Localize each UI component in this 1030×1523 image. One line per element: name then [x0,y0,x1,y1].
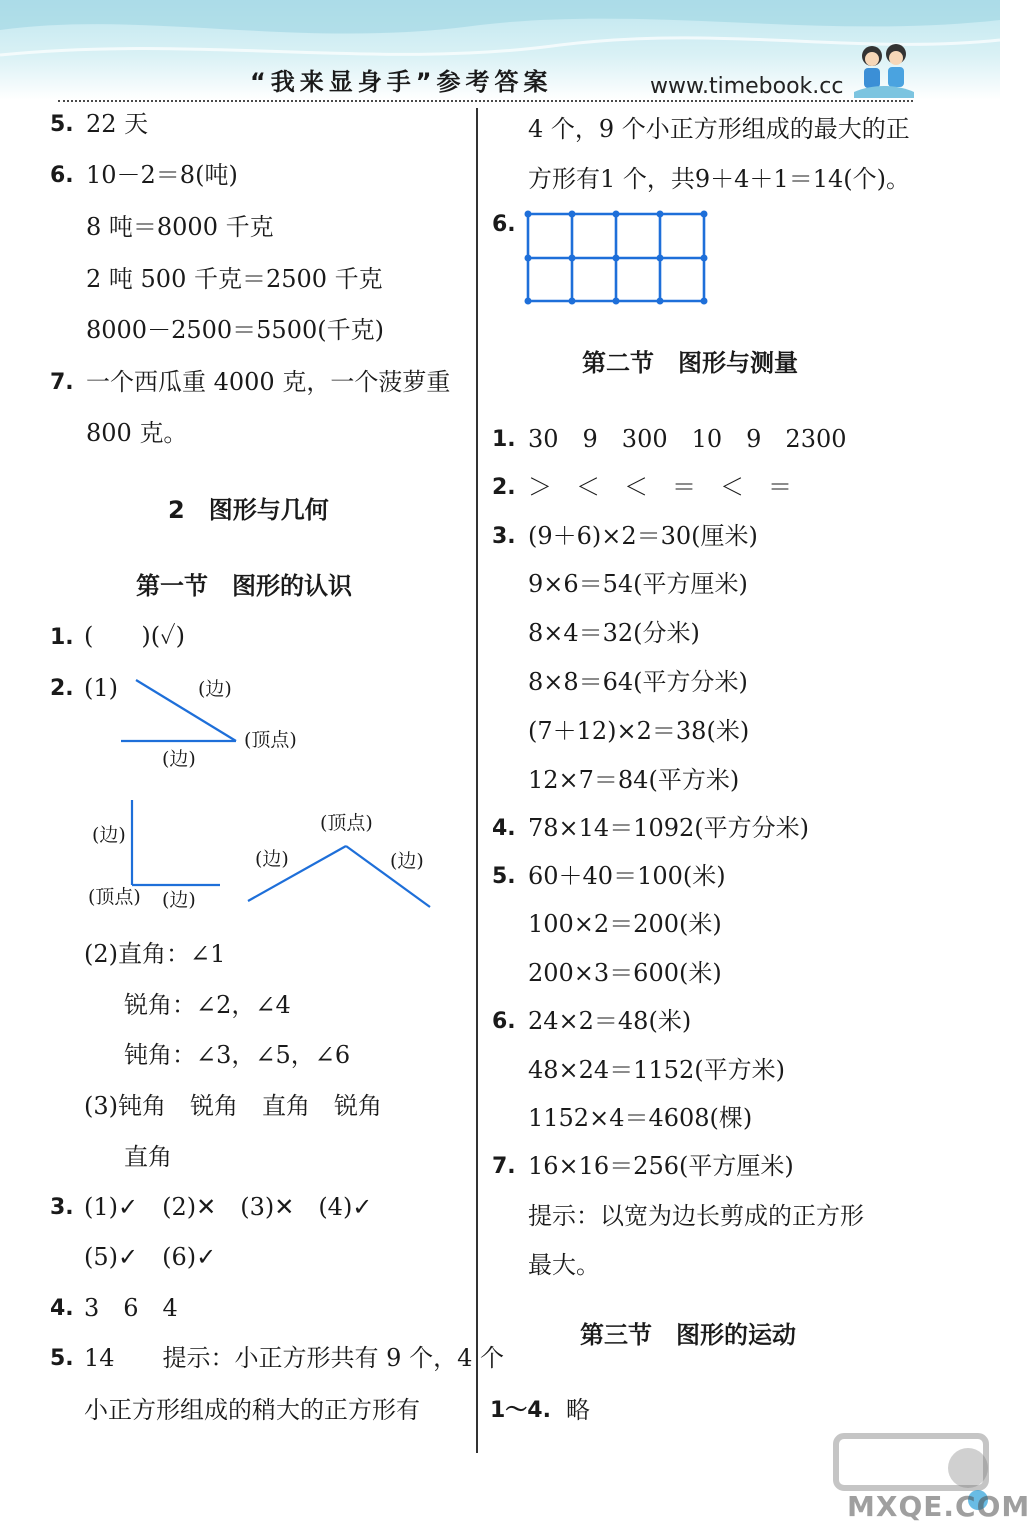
s2-q6-line-2: 48×24＝1152(平方米) [528,1056,785,1084]
s2-q5-line-1: 60＋40＝100(米) [528,862,726,890]
s2-q3-line-6: 12×7＝84(平方米) [528,766,740,794]
s1-q6-number: 6. [492,212,516,237]
q6-line-3: 2 吨 500 千克＝2500 千克 [86,265,383,293]
s1-q4-answer: 3 6 4 [84,1294,178,1322]
s2-q3-line-4: 8×8＝64(平方分米) [528,668,748,696]
s1-q3-number: 3. [50,1195,74,1220]
s2-q7-number: 7. [492,1154,516,1179]
q6-line-1: 10－2＝8(吨) [86,161,238,189]
s1-q1-answer: ( )(✓) [84,622,185,650]
s1-q2-part3-line-1: (3)钝角 锐角 直角 锐角 [84,1092,382,1120]
obtuse-angle-vertex-label: (顶点) [320,812,373,834]
s2-q3-number: 3. [492,524,516,549]
s1-q2-number: 2. [50,676,74,701]
s1-q2-part1: (1) [84,674,118,702]
angle-1-edge-label-lower: (边) [162,748,196,770]
s2-q6-line-1: 24×2＝48(米) [528,1007,692,1035]
s2-q5-line-3: 200×3＝600(米) [528,959,722,987]
q6-line-4: 8000－2500＝5500(千克) [86,316,384,344]
section-3-heading: 第三节 图形的运动 [580,1321,796,1349]
s1-q5-number: 5. [50,1346,74,1371]
s1-q5-line-1: 14 提示：小正方形共有 9 个，4 个 [84,1344,504,1372]
obtuse-angle-edge-label-left: (边) [255,848,289,870]
s1-q5-line-2: 小正方形组成的稍大的正方形有 [84,1396,420,1424]
s1-q2-part3-line-2: 直角 [124,1143,172,1171]
section-1-heading: 第一节 图形的认识 [136,572,352,600]
q7-line-1: 一个西瓜重 4000 克，一个菠萝重 [86,368,451,396]
header-url: www.timebook.cc [650,74,844,99]
q6-number: 6. [50,163,74,188]
s1-q1-number: 1. [50,625,74,650]
q5-number: 5. [50,112,74,137]
s3-q1-4-answer: 略 [566,1396,590,1424]
s1-q4-number: 4. [50,1296,74,1321]
s2-q3-line-2: 9×6＝54(平方厘米) [528,570,748,598]
s3-q1-4-number: 1～4. [490,1398,551,1423]
s2-q2-number: 2. [492,475,516,500]
q7-number: 7. [50,370,74,395]
s2-q4-number: 4. [492,816,516,841]
angle-1-edge-label-upper: (边) [198,678,232,700]
s2-q7-line-1: 16×16＝256(平方厘米) [528,1152,794,1180]
s1-q2-part2-right: (2)直角：∠1 [84,940,226,968]
s2-q1-answer: 30 9 300 10 9 2300 [528,425,847,453]
s1-q3-line-2: (5)✓ (6)✓ [84,1243,217,1271]
q5-answer: 22 天 [86,110,149,138]
s1-q5-continued-line-2: 方形有1 个，共9＋4＋1＝14(个)。 [528,165,910,193]
angle-1-vertex-label: (顶点) [244,729,297,751]
s2-q4-answer: 78×14＝1092(平方分米) [528,814,809,842]
s1-q2-part2-acute: 锐角：∠2，∠4 [124,991,291,1019]
s1-q5-continued-line-1: 4 个，9 个小正方形组成的最大的正 [528,115,910,143]
s2-q3-line-5: (7＋12)×2＝38(米) [528,717,750,745]
q6-line-2: 8 吨＝8000 千克 [86,213,274,241]
s2-q5-number: 5. [492,864,516,889]
s2-q6-number: 6. [492,1009,516,1034]
s1-q3-line-1: (1)✓ (2)✕ (3)✕ (4)✓ [84,1193,373,1221]
s2-q6-line-3: 1152×4＝4608(棵) [528,1104,753,1132]
s2-q1-number: 1. [492,427,516,452]
right-angle-vertex-label: (顶点) [88,886,141,908]
obtuse-angle-edge-label-right: (边) [390,850,424,872]
watermark-text: MXQE.COM [847,1490,1030,1523]
q7-line-2: 800 克。 [86,419,188,447]
right-angle-edge-label-horizontal: (边) [162,889,196,911]
s2-q2-answer: ＞ ＜ ＜ ＝ ＜ ＝ [528,473,792,501]
s2-q3-line-1: (9＋6)×2＝30(厘米) [528,522,758,550]
s2-q5-line-2: 100×2＝200(米) [528,910,722,938]
right-angle-edge-label-vertical: (边) [92,824,126,846]
s2-q3-line-3: 8×4＝32(分米) [528,619,700,647]
section-2-heading: 第二节 图形与测量 [582,349,798,377]
s2-q7-line-2: 提示：以宽为边长剪成的正方形 [528,1202,864,1230]
s2-q7-line-3: 最大。 [528,1251,600,1279]
chapter-heading: 2 图形与几何 [168,496,329,524]
s1-q2-part2-obtuse: 钝角：∠3，∠5，∠6 [124,1041,351,1069]
header-title: “我来显身手”参考答案 [250,68,553,96]
